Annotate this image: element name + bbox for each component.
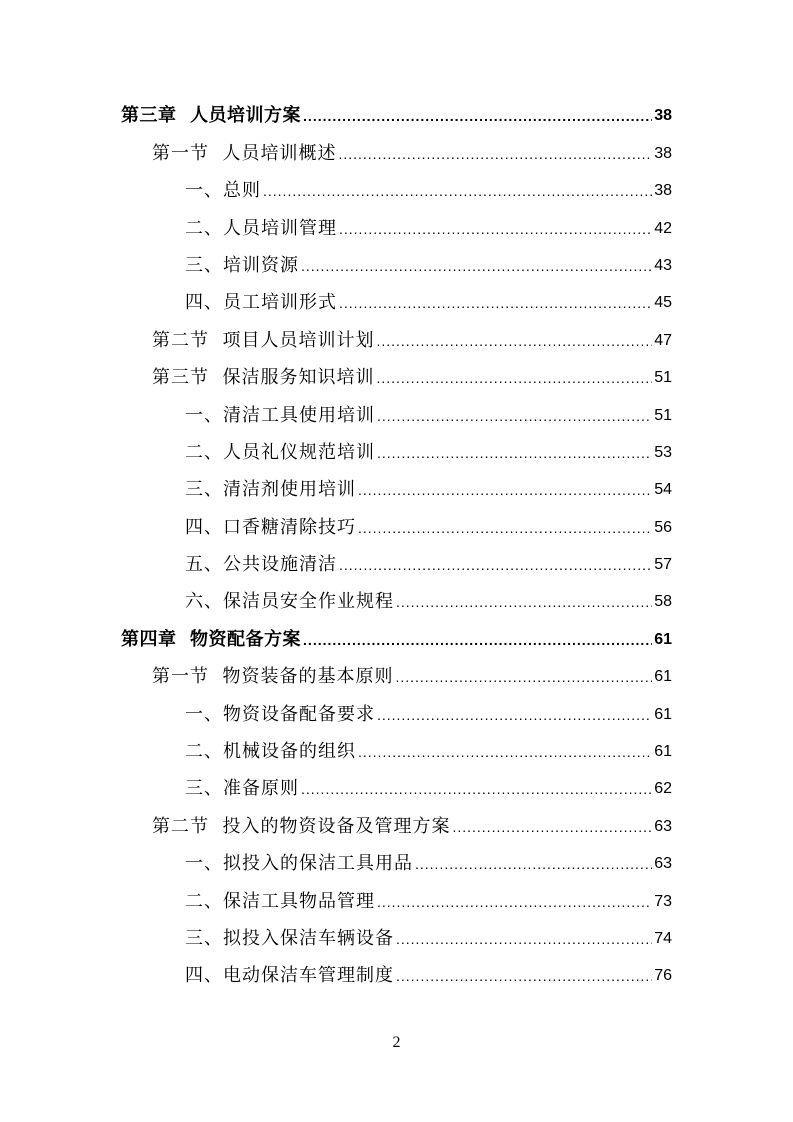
toc-dot-leader [338,146,652,162]
toc-entry-section[interactable] [0,810,793,847]
toc-entry-line [185,180,672,202]
toc-dot-leader [358,482,652,498]
toc-entry-page: 38 [654,107,672,125]
toc-entry-title: 三、拟投入保洁车辆设备 [185,927,394,949]
toc-entry-page: 57 [654,556,672,574]
toc-entry-subsection[interactable] [0,698,793,735]
toc-dot-leader [301,781,652,797]
toc-entry-line [185,479,672,501]
toc-entry-title: 第三章 人员培训方案 [121,105,302,127]
toc-dot-leader [303,632,652,648]
toc-entry-title: 四、口香糖清除技巧 [185,516,356,538]
toc-entry-line [185,218,672,240]
table-of-contents [0,100,793,997]
toc-entry-page: 56 [654,518,672,536]
toc-entry-page: 58 [654,593,672,611]
toc-entry-line [185,255,672,277]
toc-entry-subsection[interactable] [0,923,793,960]
page-number: 2 [392,1034,401,1051]
toc-entry-page: 61 [654,668,672,686]
toc-dot-leader [303,108,652,124]
toc-entry-page: 42 [654,219,672,237]
toc-entry-page: 54 [654,481,672,499]
toc-dot-leader [358,744,652,760]
toc-entry-title: 六、保洁员安全作业规程 [185,591,394,613]
toc-entry-title: 三、培训资源 [185,254,299,276]
toc-entry-line [185,554,672,576]
toc-dot-leader [339,221,652,237]
toc-entry-page: 76 [654,967,672,985]
toc-entry-title: 二、人员培训管理 [185,217,337,239]
toc-entry-subsection[interactable] [0,212,793,249]
toc-entry-line [185,741,672,763]
toc-entry-title: 四、电动保洁车管理制度 [185,965,394,987]
toc-entry-chapter[interactable] [0,623,793,660]
toc-entry-section[interactable] [0,137,793,174]
toc-dot-leader [376,333,652,349]
toc-entry-line [185,591,672,613]
toc-entry-page: 63 [654,817,672,835]
toc-entry-page: 47 [654,331,672,349]
toc-entry-subsection[interactable] [0,773,793,810]
toc-entry-subsection[interactable] [0,175,793,212]
toc-entry-title: 一、清洁工具使用培训 [185,404,375,426]
toc-entry-page: 38 [654,182,672,200]
toc-dot-leader [395,669,652,685]
toc-entry-title: 二、人员礼仪规范培训 [185,441,375,463]
toc-entry-title: 第一节 人员培训概述 [152,142,337,164]
toc-entry-subsection[interactable] [0,511,793,548]
toc-entry-page: 38 [654,144,672,162]
toc-entry-subsection[interactable] [0,437,793,474]
toc-entry-line [152,367,672,389]
toc-entry-page: 63 [654,855,672,873]
toc-entry-page: 51 [654,406,672,424]
toc-entry-line [121,105,672,127]
toc-entry-line [185,965,672,987]
toc-entry-section[interactable] [0,362,793,399]
toc-entry-line [185,292,672,314]
toc-entry-line [185,517,672,539]
toc-entry-title: 二、保洁工具物品管理 [185,890,375,912]
toc-entry-line [185,928,672,950]
toc-dot-leader [377,707,652,723]
toc-entry-line [185,405,672,427]
toc-entry-line [185,853,672,875]
toc-entry-title: 一、总则 [185,180,261,202]
toc-entry-title: 第二节 投入的物资设备及管理方案 [152,815,451,837]
toc-entry-line [185,442,672,464]
toc-entry-section[interactable] [0,661,793,698]
toc-dot-leader [377,445,652,461]
toc-entry-subsection[interactable] [0,474,793,511]
toc-entry-subsection[interactable] [0,885,793,922]
toc-entry-title: 第四章 物资配备方案 [121,628,302,650]
toc-entry-page: 45 [654,294,672,312]
toc-entry-page: 73 [654,892,672,910]
toc-entry-subsection[interactable] [0,250,793,287]
toc-entry-page: 62 [654,780,672,798]
toc-dot-leader [263,183,652,199]
toc-entry-title: 三、准备原则 [185,778,299,800]
toc-entry-subsection[interactable] [0,960,793,997]
toc-entry-section[interactable] [0,324,793,361]
toc-entry-line [152,330,672,352]
toc-entry-title: 一、拟投入的保洁工具用品 [185,853,413,875]
toc-entry-page: 51 [654,369,672,387]
toc-dot-leader [415,856,652,872]
toc-dot-leader [377,408,652,424]
toc-entry-title: 二、机械设备的组织 [185,741,356,763]
toc-entry-subsection[interactable] [0,287,793,324]
toc-entry-subsection[interactable] [0,549,793,586]
toc-entry-page: 74 [654,929,672,947]
toc-entry-subsection[interactable] [0,399,793,436]
toc-dot-leader [396,931,652,947]
toc-dot-leader [377,894,652,910]
toc-entry-page: 43 [654,256,672,274]
toc-entry-page: 61 [654,630,672,648]
toc-dot-leader [339,295,652,311]
toc-dot-leader [339,557,652,573]
toc-entry-title: 五、公共设施清洁 [185,554,337,576]
toc-dot-leader [376,370,652,386]
toc-dot-leader [396,594,652,610]
toc-dot-leader [452,819,652,835]
toc-entry-page: 61 [654,743,672,761]
toc-entry-line [185,778,672,800]
toc-entry-page: 53 [654,443,672,461]
toc-entry-chapter[interactable] [0,100,793,137]
toc-entry-title: 第三节 保洁服务知识培训 [152,367,375,389]
toc-entry-page: 61 [654,705,672,723]
toc-entry-line [185,704,672,726]
toc-dot-leader [396,968,652,984]
toc-entry-subsection[interactable] [0,848,793,885]
toc-entry-title: 一、物资设备配备要求 [185,703,375,725]
toc-entry-title: 三、清洁剂使用培训 [185,479,356,501]
toc-entry-line [121,629,672,651]
toc-entry-line [185,891,672,913]
toc-entry-title: 第一节 物资装备的基本原则 [152,666,394,688]
toc-entry-line [152,666,672,688]
toc-entry-title: 四、员工培训形式 [185,292,337,314]
toc-entry-line [152,143,672,165]
toc-entry-line [152,816,672,838]
toc-dot-leader [358,520,652,536]
toc-entry-subsection[interactable] [0,736,793,773]
toc-entry-subsection[interactable] [0,586,793,623]
toc-dot-leader [301,258,652,274]
toc-entry-title: 第二节 项目人员培训计划 [152,329,375,351]
